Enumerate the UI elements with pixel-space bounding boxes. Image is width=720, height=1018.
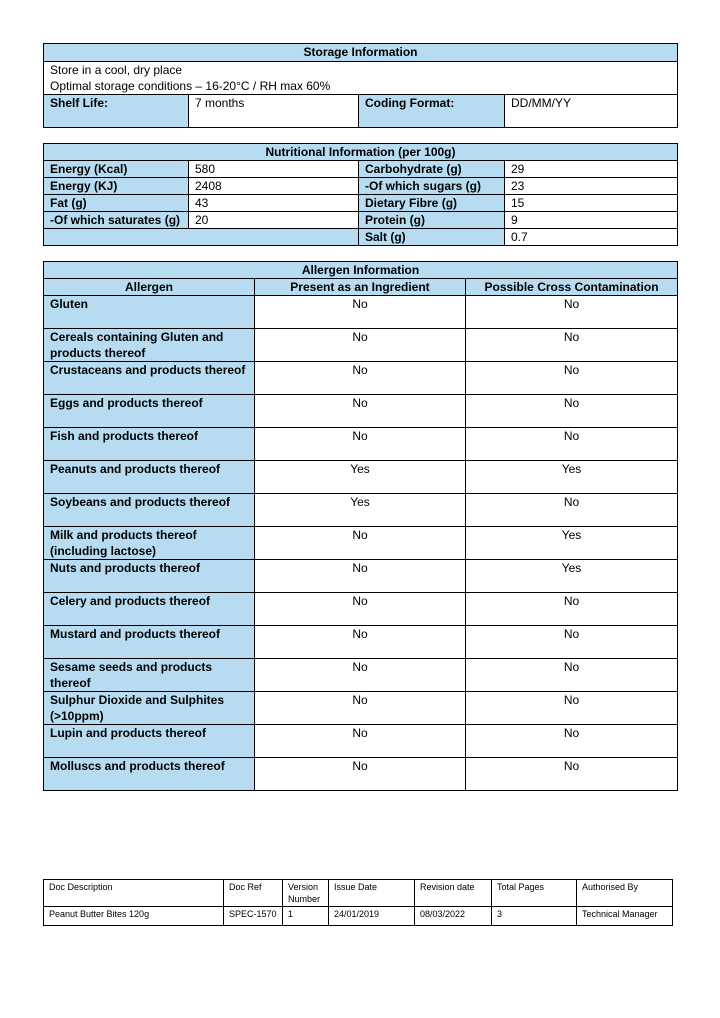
storage-line-2: Optimal storage conditions – 16-20°C / RH max 60%	[50, 79, 331, 93]
nutrition-row	[44, 161, 678, 178]
allergen-name: Sulphur Dioxide and Sulphites (>10ppm)	[44, 692, 255, 725]
present-as-ingredient: No	[255, 758, 466, 791]
nutrition-label: -Of which saturates (g)	[44, 212, 189, 229]
allergen-name: Mustard and products thereof	[44, 626, 255, 659]
nutrition-value: 2408	[189, 178, 359, 195]
possible-cross-contamination: No	[466, 758, 678, 791]
present-as-ingredient: No	[255, 725, 466, 758]
column-header-cross: Possible Cross Contamination	[466, 279, 678, 296]
storage-conditions	[44, 62, 678, 95]
nutrition-row	[44, 229, 678, 246]
allergen-name: Gluten	[44, 296, 255, 329]
allergen-row	[44, 725, 678, 758]
possible-cross-contamination: No	[466, 395, 678, 428]
allergen-name: Nuts and products thereof	[44, 560, 255, 593]
storage-information-table	[43, 43, 678, 128]
issue-date: 24/01/2019	[329, 907, 415, 926]
allergen-row	[44, 593, 678, 626]
nutrition-value: 15	[505, 195, 678, 212]
possible-cross-contamination: No	[466, 593, 678, 626]
nutrition-label: Salt (g)	[359, 229, 505, 246]
nutrition-label: Carbohydrate (g)	[359, 161, 505, 178]
nutrition-label: Protein (g)	[359, 212, 505, 229]
possible-cross-contamination: No	[466, 494, 678, 527]
storage-line-1: Store in a cool, dry place	[50, 63, 183, 77]
nutrition-empty-cell	[44, 229, 359, 246]
possible-cross-contamination: No	[466, 725, 678, 758]
doc-ref: SPEC-1570	[224, 907, 283, 926]
allergen-row	[44, 527, 678, 560]
allergen-row	[44, 395, 678, 428]
allergen-title: Allergen Information	[44, 262, 678, 279]
nutrition-label: Dietary Fibre (g)	[359, 195, 505, 212]
column-header-allergen: Allergen	[44, 279, 255, 296]
total-pages: 3	[492, 907, 577, 926]
allergen-row	[44, 692, 678, 725]
allergen-name: Soybeans and products thereof	[44, 494, 255, 527]
allergen-row	[44, 659, 678, 692]
allergen-row	[44, 362, 678, 395]
shelf-life-label: Shelf Life:	[44, 95, 189, 128]
possible-cross-contamination: No	[466, 626, 678, 659]
allergen-name: Cereals containing Gluten and products thereof	[44, 329, 255, 362]
possible-cross-contamination: No	[466, 428, 678, 461]
present-as-ingredient: No	[255, 428, 466, 461]
footer-header: Issue Date	[329, 880, 415, 907]
possible-cross-contamination: No	[466, 362, 678, 395]
footer-header: Version Number	[283, 880, 329, 907]
nutrition-label: Fat (g)	[44, 195, 189, 212]
document-control-table	[43, 879, 673, 926]
nutrition-value: 9	[505, 212, 678, 229]
allergen-row	[44, 461, 678, 494]
version-number: 1	[283, 907, 329, 926]
nutrition-label: -Of which sugars (g)	[359, 178, 505, 195]
footer-header: Authorised By	[577, 880, 673, 907]
footer-header: Doc Description	[44, 880, 224, 907]
footer-header: Revision date	[415, 880, 492, 907]
doc-description: Peanut Butter Bites 120g	[44, 907, 224, 926]
revision-date: 08/03/2022	[415, 907, 492, 926]
present-as-ingredient: No	[255, 296, 466, 329]
footer-header: Doc Ref	[224, 880, 283, 907]
allergen-name: Crustaceans and products thereof	[44, 362, 255, 395]
allergen-row	[44, 758, 678, 791]
coding-format-value: DD/MM/YY	[505, 95, 678, 128]
present-as-ingredient: No	[255, 626, 466, 659]
authorised-by: Technical Manager	[577, 907, 673, 926]
nutrition-row	[44, 212, 678, 229]
allergen-name: Peanuts and products thereof	[44, 461, 255, 494]
possible-cross-contamination: Yes	[466, 461, 678, 494]
shelf-life-value: 7 months	[189, 95, 359, 128]
present-as-ingredient: Yes	[255, 494, 466, 527]
nutrition-label: Energy (KJ)	[44, 178, 189, 195]
nutrition-label: Energy (Kcal)	[44, 161, 189, 178]
nutrition-value: 29	[505, 161, 678, 178]
nutrition-row	[44, 178, 678, 195]
possible-cross-contamination: No	[466, 692, 678, 725]
storage-title: Storage Information	[44, 44, 678, 62]
allergen-name: Sesame seeds and products thereof	[44, 659, 255, 692]
possible-cross-contamination: No	[466, 296, 678, 329]
present-as-ingredient: No	[255, 593, 466, 626]
possible-cross-contamination: No	[466, 329, 678, 362]
nutritional-information-table	[43, 143, 678, 246]
allergen-name: Celery and products thereof	[44, 593, 255, 626]
coding-format-label: Coding Format:	[359, 95, 505, 128]
allergen-name: Lupin and products thereof	[44, 725, 255, 758]
nutrition-value: 580	[189, 161, 359, 178]
present-as-ingredient: No	[255, 395, 466, 428]
allergen-name: Milk and products thereof (including lactose)	[44, 527, 255, 560]
allergen-name: Eggs and products thereof	[44, 395, 255, 428]
nutrition-value: 43	[189, 195, 359, 212]
present-as-ingredient: Yes	[255, 461, 466, 494]
column-header-present: Present as an Ingredient	[255, 279, 466, 296]
allergen-row	[44, 626, 678, 659]
allergen-name: Fish and products thereof	[44, 428, 255, 461]
present-as-ingredient: No	[255, 659, 466, 692]
allergen-information-table	[43, 261, 678, 791]
present-as-ingredient: No	[255, 527, 466, 560]
present-as-ingredient: No	[255, 692, 466, 725]
present-as-ingredient: No	[255, 362, 466, 395]
nutrition-row	[44, 195, 678, 212]
nutrition-value: 23	[505, 178, 678, 195]
present-as-ingredient: No	[255, 329, 466, 362]
allergen-row	[44, 560, 678, 593]
allergen-row	[44, 494, 678, 527]
footer-header: Total Pages	[492, 880, 577, 907]
present-as-ingredient: No	[255, 560, 466, 593]
nutrition-value: 20	[189, 212, 359, 229]
allergen-row	[44, 296, 678, 329]
allergen-row	[44, 428, 678, 461]
allergen-row	[44, 329, 678, 362]
possible-cross-contamination: Yes	[466, 560, 678, 593]
possible-cross-contamination: Yes	[466, 527, 678, 560]
nutrition-title: Nutritional Information (per 100g)	[44, 144, 678, 161]
allergen-name: Molluscs and products thereof	[44, 758, 255, 791]
nutrition-value: 0.7	[505, 229, 678, 246]
possible-cross-contamination: No	[466, 659, 678, 692]
